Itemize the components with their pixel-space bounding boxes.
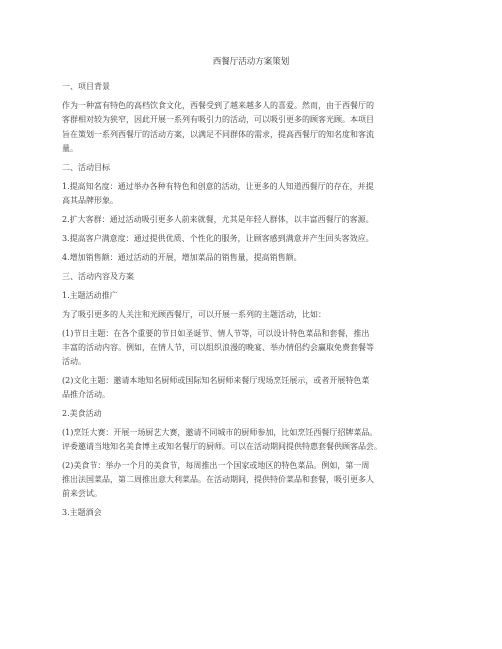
paragraph-line: 3.提高客户满意度：通过提供优质、个性化的服务，让顾客感到满意并产生回头客效应。 xyxy=(62,234,374,243)
paragraph-line: (1)节日主题：在各个重要的节日如圣诞节、情人节等，可以设计特色菜品和套餐，推出 xyxy=(62,329,370,338)
paragraph-line: 前来尝试。 xyxy=(62,489,102,498)
paragraph-line: 4.增加销售额：通过活动的开展，增加菜品的销售量，提高销售额。 xyxy=(62,253,302,262)
section-heading-content: 三、活动内容及方案 xyxy=(62,272,134,281)
paragraph-line: (1)烹饪大赛：开展一场厨艺大赛，邀请不同城市的厨师参加，比如烹饪西餐厅招牌菜品。 xyxy=(62,428,378,437)
document-title: 西餐厅活动方案策划 xyxy=(212,57,290,67)
paragraph-line: 1.提高知名度：通过举办各种有特色和创意的活动，让更多的人知道西餐厅的存在，并提 xyxy=(62,182,374,191)
paragraph-line: 活动。 xyxy=(62,357,86,366)
section-heading-background: 一、项目背景 xyxy=(62,82,110,91)
paragraph-line: 量。 xyxy=(62,144,78,153)
paragraph-line: 评委邀请当地知名美食博主或知名餐厅的厨师。可以在活动期间提供特惠套餐供顾客品尝。 xyxy=(62,442,382,451)
paragraph-line: 高其品牌形象。 xyxy=(62,196,118,205)
paragraph-line: 客群相对较为狭窄，因此开展一系列有吸引力的活动，可以吸引更多的顾客光顾。本项目 xyxy=(62,115,374,124)
paragraph-line: 为了吸引更多的人关注和光顾西餐厅，可以开展一系列的主题活动，比如： xyxy=(62,310,326,319)
paragraph-line: 旨在策划一系列西餐厅的活动方案，以满足不同群体的需求，提高西餐厅的知名度和客流 xyxy=(62,130,374,139)
paragraph-line: 作为一种富有特色的高档饮食文化，西餐受到了越来越多人的喜爱。然而，由于西餐厅的 xyxy=(62,101,374,110)
section-heading-goals: 二、活动目标 xyxy=(62,163,110,172)
paragraph-line: 品推介活动。 xyxy=(62,390,110,399)
paragraph-line: 2.扩大客群：通过活动吸引更多人前来就餐，尤其是年轻人群体，以丰富西餐厅的客源。 xyxy=(62,215,374,224)
subsection-heading: 1.主题活动推广 xyxy=(62,291,118,300)
paragraph-line: (2)美食节：举办一个月的美食节，每周推出一个国家或地区的特色菜品。例如，第一周 xyxy=(62,461,370,470)
paragraph-line: 丰富的活动内容。例如，在情人节，可以组织浪漫的晚宴、举办情侣约会赢取免费套餐等 xyxy=(62,343,374,352)
paragraph-line: (2)文化主题：邀请本地知名厨师或国际知名厨师来餐厅现场烹饪展示，或者开展特色菜 xyxy=(62,376,370,385)
subsection-heading: 2.美食活动 xyxy=(62,409,102,418)
subsection-heading: 3.主题酒会 xyxy=(62,508,102,517)
paragraph-line: 推出法国菜品，第二周推出意大利菜品。在活动期间，提供特价菜品和套餐，吸引更多人 xyxy=(62,475,374,484)
